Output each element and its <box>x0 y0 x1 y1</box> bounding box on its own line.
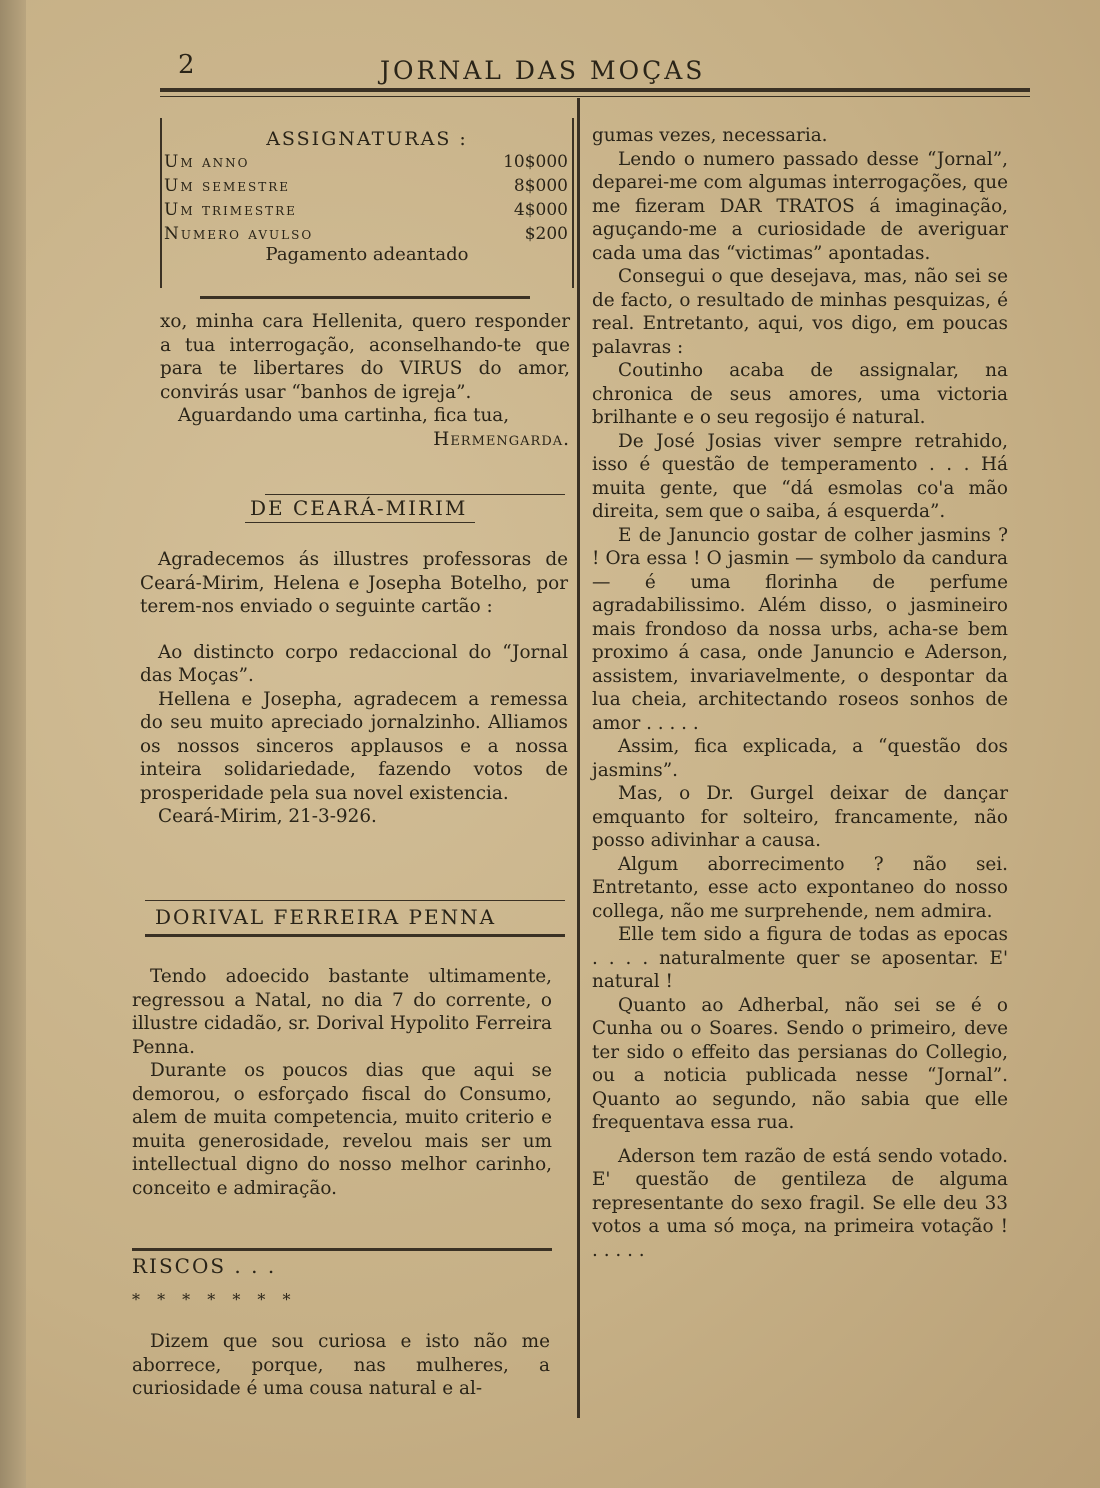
subscription-price: 4$000 <box>513 200 568 220</box>
section-rule <box>245 522 475 523</box>
signature: Hermengarda. <box>433 428 570 450</box>
subscription-row <box>162 222 572 246</box>
page-number: 2 <box>178 50 197 80</box>
letter-intro <box>160 310 570 451</box>
subscription-box <box>160 118 574 288</box>
section-heading-ceara-mirim: DE CEARÁ-MIRIM <box>250 496 468 520</box>
header-rule <box>160 88 1030 92</box>
page-edge <box>0 0 26 1488</box>
masthead-title: JORNAL DAS MOÇAS <box>380 56 706 85</box>
section-heading-dorival: DORIVAL FERREIRA PENNA <box>155 905 497 929</box>
intro-paragraph: Aguardando uma cartinha, fica tua, <box>178 405 510 426</box>
article-paragraph: Consegui o que desejava, mas, não sei se de facto, o resultado de minhas pesquizas, é real. Entretanto, aqui, vos digo, em poucas palavras : <box>592 266 1008 358</box>
article-paragraph: Quanto ao Adherbal, não sei se é o Cunha ou o Soares. Sendo o primeiro, deve ter sido o effeito das persianas do Collegio, ou a noticia publicada nesse “Jornal”. Quanto ao segundo, não sabia que elle frequentava essa rua. <box>592 994 1008 1133</box>
subscription-row <box>162 150 572 174</box>
subscription-row <box>162 198 572 222</box>
header-rule-thin <box>160 96 1030 97</box>
article-paragraph: Durante os poucos dias que aqui se demorou, o esforçado fiscal do Consumo, alem de muita competencia, muito criterio e muita generosidade, revelou mais ser um intellectual digno do nosso melhor carinho, conceito e admiração. <box>132 1060 552 1199</box>
subscription-row <box>162 174 572 198</box>
article-paragraph: Algum aborrecimento ? não sei. Entretanto, esse acto expontaneo do nosso collega, não me surprehende, nem admira. <box>592 853 1008 922</box>
article-paragraph: Aderson tem razão de está sendo votado. E' questão de gentileza de alguma representante do sexo fragil. Se elle deu 33 votos a uma só moça, na primeira votação ! . . . . . <box>592 1145 1008 1261</box>
section-rule <box>145 900 565 901</box>
article-dateline: Ceará-Mirim, 21-3-926. <box>158 806 377 827</box>
subscription-footer: Pagamento adeantado <box>265 244 469 265</box>
subscription-label: Um anno <box>164 152 250 172</box>
ornament-stars: * * * * * * * <box>132 1290 297 1309</box>
article-paragraph: Mas, o Dr. Gurgel deixar de dançar emquanto for solteiro, francamente, não posso adivinhar a causa. <box>592 783 1008 851</box>
section-rule <box>145 934 565 937</box>
article-paragraph: De José Josias viver sempre retrahido, isso é questão de temperamento . . . Há muita gente, que “dá esmolas co'a mão direita, sem que o saiba, á esquerda”. <box>592 430 1008 522</box>
article-paragraph: Assim, fica explicada, a “questão dos jasmins”. <box>592 736 1008 781</box>
article-paragraph: Lendo o numero passado desse “Jornal”, deparei-me com algumas interrogações, que me fizeram DAR TRATOS á imaginação, aguçando-me a curiosidade de averiguar cada uma das “victimas” apontadas. <box>592 148 1008 264</box>
subscription-label: Um semestre <box>164 176 291 196</box>
article-paragraph: Ao distincto corpo redaccional do “Jornal das Moças”. <box>140 641 568 686</box>
subscription-price: $200 <box>524 224 568 244</box>
column-divider <box>577 98 580 1418</box>
subscription-label: Um trimestre <box>164 200 297 220</box>
section-rule <box>200 296 530 299</box>
subscription-price: 10$000 <box>503 152 568 172</box>
section-rule <box>132 1248 552 1251</box>
ceara-mirim-article <box>140 548 568 829</box>
riscos-article <box>132 1330 550 1401</box>
article-paragraph: Coutinho acaba de assignalar, na chronica de seus amores, uma victoria brilhante e o seu regosijo é natural. <box>592 360 1008 428</box>
intro-paragraph: xo, minha cara Hellenita, quero responder a tua interrogação, aconselhando-te que para te libertares do VIRUS do amor, convirás usar “banhos de igreja”. <box>160 311 570 403</box>
article-paragraph: Dizem que sou curiosa e isto não me aborrece, porque, nas mulheres, a curiosidade é uma cousa natural e al- <box>132 1331 550 1399</box>
article-paragraph: Hellena e Josepha, agradecem a remessa do seu muito apreciado jornalzinho. Alliamos os nossos sinceros applausos e a nossa inteira solidariedade, fazendo votos de prosperidade pela sua novel existencia. <box>140 688 568 804</box>
dorival-article <box>132 965 552 1200</box>
article-paragraph: Tendo adoecido bastante ultimamente, regressou a Natal, no dia 7 do corrente, o illustre cidadão, sr. Dorival Hypolito Ferreira Penna. <box>132 966 552 1058</box>
section-heading-riscos: RISCOS . . . <box>132 1254 277 1278</box>
riscos-continuation <box>592 124 1008 1262</box>
subscription-price: 8$000 <box>513 176 568 196</box>
article-paragraph: Elle tem sido a figura de todas as epocas . . . . naturalmente quer se aposentar. E' natural ! <box>592 924 1008 992</box>
section-rule <box>265 494 565 495</box>
subscription-label: Numero avulso <box>164 224 314 244</box>
article-paragraph: gumas vezes, necessaria. <box>592 125 828 146</box>
article-paragraph: E de Januncio gostar de colher jasmins ? ! Ora essa ! O jasmin — symbolo da candura — é uma florinha de perfume agradabilissimo. Além disso, o jasmineiro mais frondoso da nossa urbs, acha-se bem proximo á casa, onde Januncio e Aderson, assistem, invariavelmente, o despontar da lua cheia, architectando roseos sonhos de amor . . . . . <box>592 524 1008 734</box>
subscription-title: ASSIGNATURAS : <box>266 128 468 150</box>
article-paragraph: Agradecemos ás illustres professoras de Ceará-Mirim, Helena e Josepha Botelho, por terem-nos enviado o seguinte cartão : <box>140 549 568 617</box>
